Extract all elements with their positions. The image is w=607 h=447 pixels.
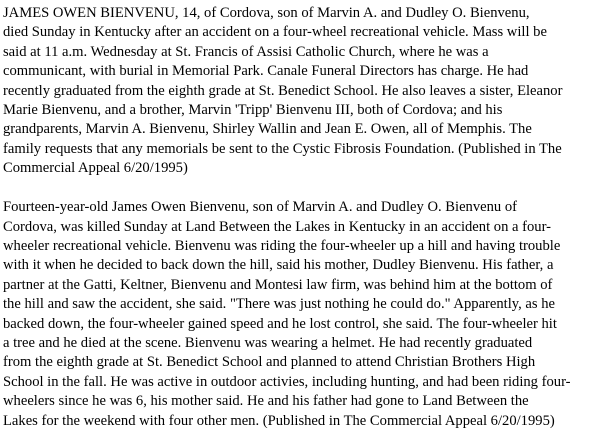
obituary-notice-paragraph: JAMES OWEN BIENVENU, 14, of Cordova, son of Marvin A. and Dudley O. Bienvenu, died Sunday in Kentucky after an accident on a four-wheel recreational vehicle. Mass will be said at 11 a.m. Wednesday at St. Francis of Assisi Catholic Church, where he was a communicant, with burial in Memorial Park. Canale Funeral Directors has charge. He had recently graduated from the eighth grade at St. Benedict School. He also leaves a sister, Eleanor Marie Bienvenu, and a brother, Marvin 'Tripp' Bienvenu III, both of Cordova; and his grandparents, Marvin A. Bienvenu, Shirley Wallin and Jean E. Owen, all of Memphis. The family requests that any memorials be sent to the Cystic Fibrosis Foundation. (Published in The Commercial Appeal 6/20/1995) <box>3 5 563 177</box>
news-article-paragraph: Fourteen-year-old James Owen Bienvenu, son of Marvin A. and Dudley O. Bienvenu of Cordova, was killed Sunday at Land Between the Lakes in Kentucky in an accident on a four- wheeler recreational vehicle. Bienvenu was riding the four-wheeler up a hill and having trouble with it when he decided to back down the hill, said his mother, Dudley Bienvenu. His father, a partner at the Gatti, Keltner, Bienvenu and Montesi law firm, was behind him at the bottom of the hill and saw the accident, she said. "There was just nothing he could do." Apparently, as he backed down, the four-wheeler gained speed and he lost control, she said. The four-wheeler hit a tree and he died at the scene. Bienvenu was wearing a helmet. He had recently graduated from the eighth grade at St. Benedict School and planned to attend Christian Brothers High School in the fall. He was active in outdoor activies, including hunting, and had been riding four- wheelers since he was 6, his mother said. He and his father had gone to Land Between the Lakes for the weekend with four other men. (Published in The Commercial Appeal 6/20/1995) <box>3 199 571 429</box>
